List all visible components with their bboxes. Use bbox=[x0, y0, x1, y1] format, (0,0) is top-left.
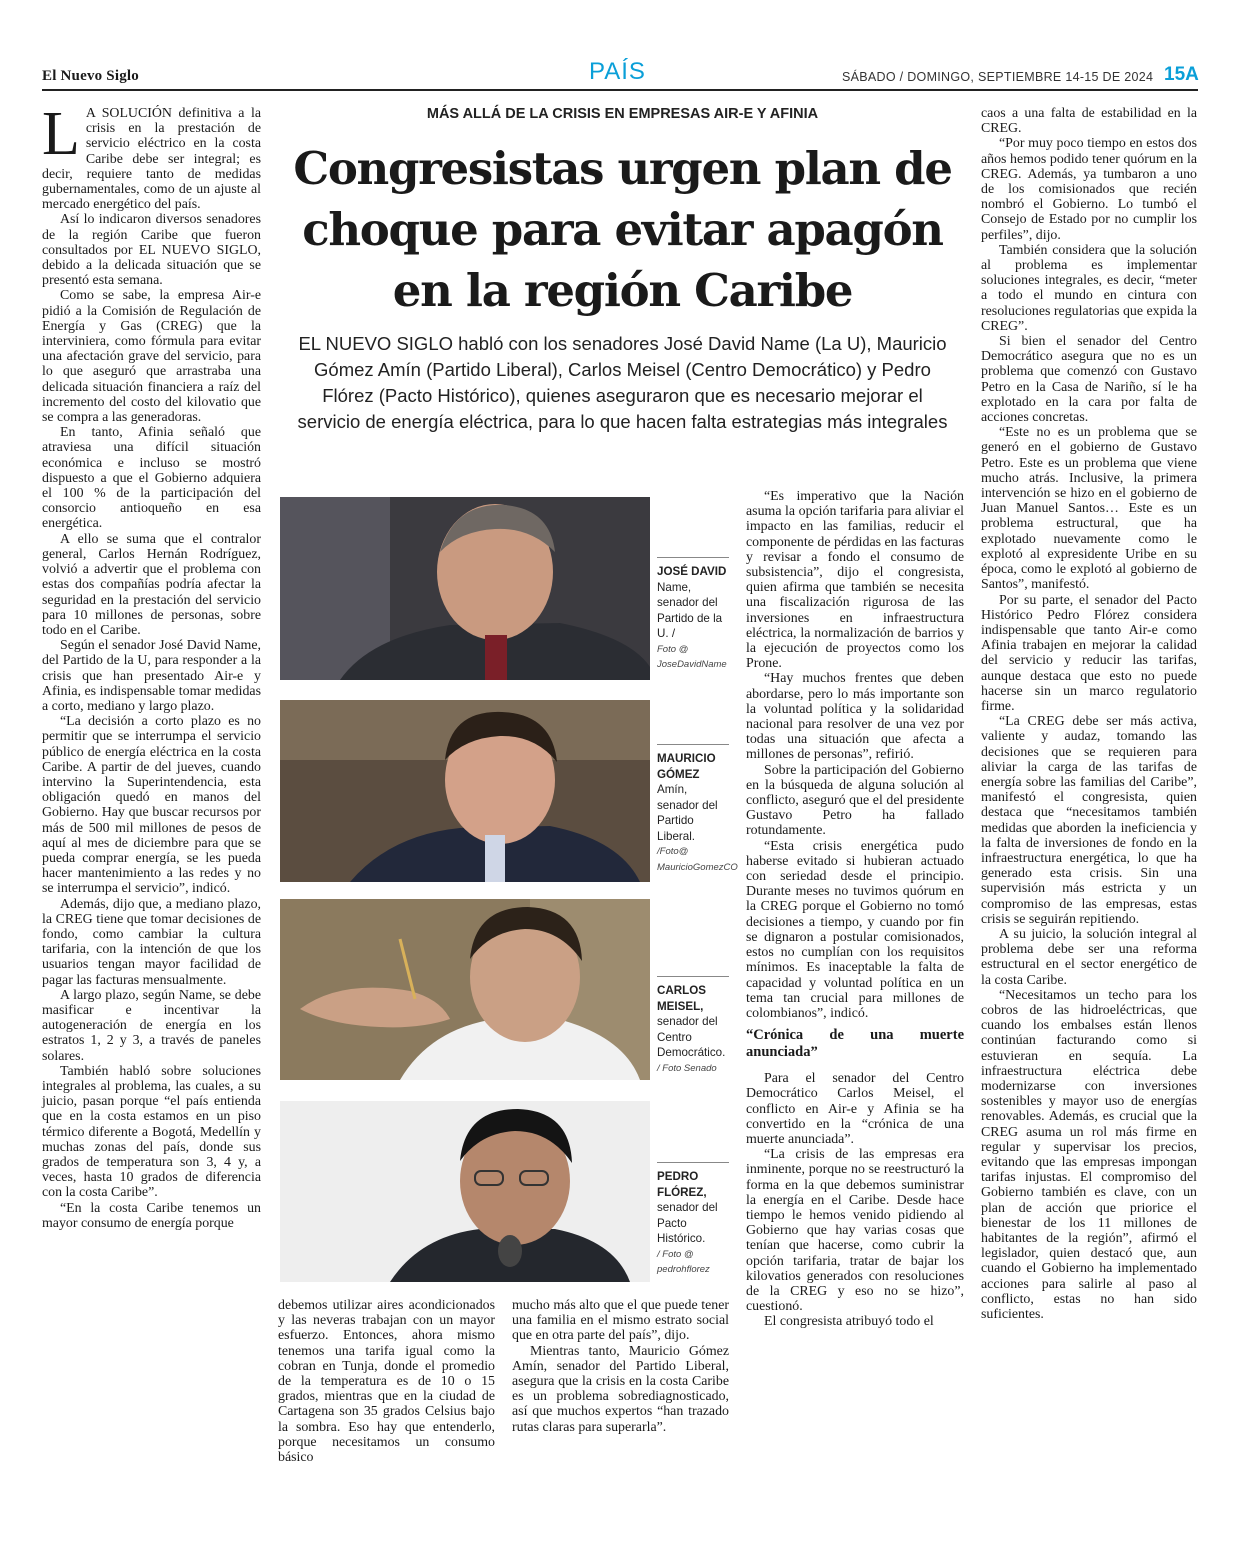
dropcap: L bbox=[42, 100, 80, 168]
paragraph: “Hay muchos frentes que deben abordarse, pero lo más importante son la voluntad política y la solidaridad nacional para resolver de una vez por todas una situación que afecta a millones de personas”, refirió. bbox=[746, 671, 964, 763]
column-1 bbox=[42, 100, 261, 1231]
paragraph: Además, dijo que, a mediano plazo, la CREG tiene que tomar decisiones de fondo, como cambiar la cultura tarifaria, con la intención de que los usuarios tengan mayor facilidad de pagar las facturas mensualmente. bbox=[42, 896, 261, 988]
caption-jose-david bbox=[657, 557, 729, 673]
caption-carlos-meisel bbox=[657, 976, 729, 1076]
photo-mauricio-gomez bbox=[280, 700, 650, 882]
paragraph: caos a una falta de estabilidad en la CREG. bbox=[981, 106, 1197, 137]
paragraph: Así lo indicaron diversos senadores de la región Caribe que fueron consultados por EL NUEVO SIGLO, debido a la delicada situación que se presentó esta semana. bbox=[42, 212, 261, 289]
paragraph: Para el senador del Centro Democrático Carlos Meisel, el conflicto en Air-e y Afinia se ha convertido en la “crónica de una muerte anunciada”. bbox=[746, 1071, 964, 1147]
paragraph: A su juicio, la solución integral al problema debe ser una reforma estructural en el sector energético de la costa Caribe. bbox=[981, 926, 1197, 988]
column-3-bottom bbox=[512, 1298, 729, 1435]
caption-credit: /Foto@ MauricioGomezCO bbox=[657, 846, 738, 873]
caption-pedro-florez bbox=[657, 1162, 729, 1278]
caption-text: Amín, senador del Partido Liberal. bbox=[657, 783, 718, 843]
column-4 bbox=[746, 489, 964, 1330]
newspaper-logo: El Nuevo Siglo bbox=[42, 68, 139, 84]
portrait-image bbox=[280, 700, 650, 882]
paragraph: También considera que la solución al problema es implementar soluciones integrales, es decir, “meter a todo el mundo en cintura con resoluciones regulatorias que expida la CREG”. bbox=[981, 242, 1197, 334]
caption-mauricio-gomez bbox=[657, 744, 738, 875]
paragraph: “En la costa Caribe tenemos un mayor consumo de energía porque bbox=[42, 1200, 261, 1231]
caption-name: JOSÉ DAVID bbox=[657, 565, 727, 578]
paragraph: Según el senador José David Name, del Partido de la U, para responder a la crisis que han presentado Air-e y Afinia, es indispensable tomar medidas a corto, mediano y largo plazo. bbox=[42, 638, 261, 714]
caption-credit: / Foto Senado bbox=[657, 1062, 717, 1074]
paragraph: “Esta crisis energética pudo haberse evitado si hubieran actuado con seriedad desde el principio. Durante meses no tuvimos quórum en la CREG porque el Gobierno no tomó decisiones a tiempo, y cuando por fin se dignaron a postular comisionados, estos no cumplían con los requisitos mínimos. Es inaceptable la falta de capacidad y voluntad política en un tema tan crucial para millones de colombianos”, indicó. bbox=[746, 838, 964, 1021]
caption-text: Name, senador del Partido de la U. / bbox=[657, 580, 723, 640]
paragraph: Mientras tanto, Mauricio Gómez Amín, senador del Partido Liberal, asegura que la crisis en la costa Caribe es un problema sobrediagnosticado, así que muchos expertos “han trazado rutas claras para superarla”. bbox=[512, 1343, 729, 1435]
portrait-image bbox=[280, 1101, 650, 1282]
lead-paragraph: L A SOLUCIÓN definitiva a la crisis en la prestación de servicio eléctrico en la costa Caribe debe ser integral; es decir, requiere tanto de medidas gubernamentales, como de un ajuste al mercado energético del país. bbox=[42, 100, 261, 213]
paragraph: “La crisis de las empresas era inminente, porque no se reestructuró la forma en la que debemos suministrar la energía en el Caribe. Desde hace tiempo le hemos venido pidiendo al Gobierno que hay varias cosas que tenían que hacerse, como cubrir la opción tarifaria, tratar de bajar los kilovatios generados con resoluciones de la CREG y eso no se hizo”, cuestionó. bbox=[746, 1147, 964, 1315]
portrait-image bbox=[280, 497, 650, 680]
issue-date: SÁBADO / DOMINGO, SEPTIEMBRE 14-15 DE 2024 bbox=[842, 70, 1154, 84]
photo-carlos-meisel bbox=[280, 899, 650, 1080]
paragraph: También habló sobre soluciones integrales al problema, las cuales, a su juicio, pasan porque “el país entienda que en la costa estamos en un piso térmico diferente a Bogotá, Medellín y muchas zonas del país, donde sus grados de temperatura son 3, 4 y, a veces, hasta 10 grados de diferencia con la costa Caribe”. bbox=[42, 1063, 261, 1201]
header-rule bbox=[42, 89, 1198, 91]
paragraph: Como se sabe, la empresa Air-e pidió a la Comisión de Regulación de Energía y Gas (CREG) que la interviniera, como fórmula para evitar una afectación grave del servicio, para lo que aseguró que arrastraba una delicada situación financiera a raíz del incremento del costo del kilovatio que se compra a las generadoras. bbox=[42, 288, 261, 426]
section-title: PAÍS bbox=[589, 58, 646, 85]
photo-jose-david-name bbox=[280, 497, 650, 680]
paragraph: “La decisión a corto plazo es no permitir que se interrumpa el servicio público de energía eléctrica en la costa Caribe. A partir de del jueves, cuando intervino la Superintendencia, esta obligación quedó en manos del Gobierno. Hay que buscar recursos por más de 500 mil millones de pesos de aquí al mes de diciembre para que se pueda comprar energía, se les pueda hacer mantenimiento a las redes y no se interrumpa el servicio”, indicó. bbox=[42, 714, 261, 897]
paragraph: mucho más alto que el que puede tener una familia en el mismo estrato social que en otra parte del país”, dijo. bbox=[512, 1298, 729, 1344]
photo-pedro-florez bbox=[280, 1101, 650, 1282]
caption-text: senador del Pacto Histórico. bbox=[657, 1201, 718, 1245]
paragraph: “La CREG debe ser más activa, valiente y audaz, tomando las decisiones que se requieren para aliviar la carga de las tarifas de energía sobre las familias del Caribe”, manifestó el congresista, quien destaca que “necesitamos también medidas que aborden la ineficiencia y la falta de inversiones de fondo en la infraestructura energética, lo que ha generado esta crisis. Sin una supervisión más estricta y un compromiso de las empresas, estas crisis se seguirán repitiendo. bbox=[981, 714, 1197, 927]
caption-name: PEDRO FLÓREZ, bbox=[657, 1170, 707, 1199]
deck: EL NUEVO SIGLO habló con los senadores José David Name (La U), Mauricio Gómez Amín (Partido Liberal), Carlos Meisel (Centro Democrático) y Pedro Flórez (Pacto Histórico), quienes aseguraron que es necesario mejorar el servicio de energía eléctrica, para lo que hacen falta estrategias más integrales bbox=[297, 333, 948, 432]
paragraph: En tanto, Afinia señaló que atraviesa una difícil situación económica e incluso se mostró dispuesto a que el Gobierno adquiera el 100 % de la participación del consorcio antioqueño en esa energética. bbox=[42, 425, 261, 532]
caption-name: CARLOS MEISEL, bbox=[657, 984, 706, 1013]
portrait-image bbox=[280, 899, 650, 1080]
column-2-bottom bbox=[278, 1298, 495, 1465]
paragraph: “Este no es un problema que se generó en el gobierno de Gustavo Petro. Este es un problema que viene mucho atrás. Inclusive, la primera intervención se hizo en el gobierno de Juan Manuel Santos… Este es un problema estructural, que ha explotado nuevamente como le explotó al expresidente Uribe en su época, como le explotó al gobierno de Santos”, manifestó. bbox=[981, 425, 1197, 593]
paragraph: “Es imperativo que la Nación asuma la opción tarifaria para aliviar el impacto en las familias, reducir el componente de pérdidas en las facturas y revisar a fondo el consumo de subsistencia”, dijo el congresista, quien afirma que también se necesita una fiscalización rigurosa de las inversiones en infraestructura eléctrica, la normalización de barrios y la ejecución de proyectos como los Prone. bbox=[746, 489, 964, 672]
caption-credit: / Foto @ pedrohflorez bbox=[657, 1248, 710, 1275]
paragraph: Si bien el senador del Centro Democrático asegura que no es un problema que comenzó con Gustavo Petro en la Casa de Nariño, sí le ha explotado en la cara por falta de acciones concretas. bbox=[981, 334, 1197, 426]
paragraph: “Necesitamos un techo para los cobros de las hidroeléctricas, que cuando los embalses están llenos continúan facturando como si estuvieran en sequía. La infraestructura eléctrica debe modernizarse con inversiones sostenibles y mayor uso de energías renovables. Además, es crucial que la CREG asuma un rol más firme en regular y supervisar los precios, evitando que las empresas impongan tarifas injustas. El compromiso del Gobierno también es clave, con un plan de acción que priorice el bienestar de los 11 millones de habitantes de la región”, afirmó el legislador, quien destacó que, aun cuando el Gobierno ha implementado acciones para salirle al paso al conflicto, estas no han sido suficientes. bbox=[981, 987, 1197, 1323]
paragraph: A ello se suma que el contralor general, Carlos Hernán Rodríguez, volvió a advertir que el problema con estas dos compañías podría afectar la seguridad en la prestación del servicio para 10 millones de personas, sobre todo en el Caribe. bbox=[42, 531, 261, 638]
paragraph: Sobre la participación del Gobierno en la búsqueda de alguna solución al conflicto, aseguró que el del presidente Gustavo Petro ha fallado rotundamente. bbox=[746, 762, 964, 839]
paragraph: A largo plazo, según Name, se debe masificar e incentivar la autogeneración de energía en los estratos 1, 2 y 3, a través de paneles solares. bbox=[42, 987, 261, 1064]
kicker: MÁS ALLÁ DE LA CRISIS EN EMPRESAS AIR-E Y AFINIA bbox=[426, 106, 819, 122]
column-5 bbox=[981, 106, 1197, 1322]
caption-credit: Foto @ JoseDavidName bbox=[657, 643, 727, 670]
paragraph: debemos utilizar aires acondicionados y las neveras trabajan con un mayor esfuerzo. Entonces, ahora mismo tenemos una tarifa igual como la cobran en Tunja, donde el promedio de la temperatura es de 10 o 15 grados, mientras que en la ciudad de Cartagena son 35 grados Celsius bajo la sombra. Eso hay que entenderlo, porque necesitamos un consumo básico bbox=[278, 1298, 495, 1466]
paragraph: Por su parte, el senador del Pacto Histórico Pedro Flórez considera indispensable que tanto Air-e como Afinia trabajen en mejorar la calidad del servicio y reducir las tarifas, aunque destaca que esto no puede hacerse sin un marco regulatorio firme. bbox=[981, 592, 1197, 714]
paragraph: El congresista atribuyó todo el bbox=[764, 1314, 934, 1330]
caption-name: MAURICIO GÓMEZ bbox=[657, 752, 716, 781]
page-number: 15A bbox=[1164, 64, 1199, 85]
paragraph: “Por muy poco tiempo en estos dos años hemos podido tener quórum en la CREG. Además, ya tumbaron a uno de los comisionados que recién nombró el Gobierno. Lo tumbó el Consejo de Estado por no cumplir los perfiles”, dijo. bbox=[981, 136, 1197, 243]
headline: Congresistas urgen plan de choque para evitar apagón en la región Caribe bbox=[293, 142, 952, 317]
subheading: “Crónica de una muerte anunciada” bbox=[746, 1027, 964, 1061]
caption-text: senador del Centro Democrático. bbox=[657, 1015, 726, 1059]
